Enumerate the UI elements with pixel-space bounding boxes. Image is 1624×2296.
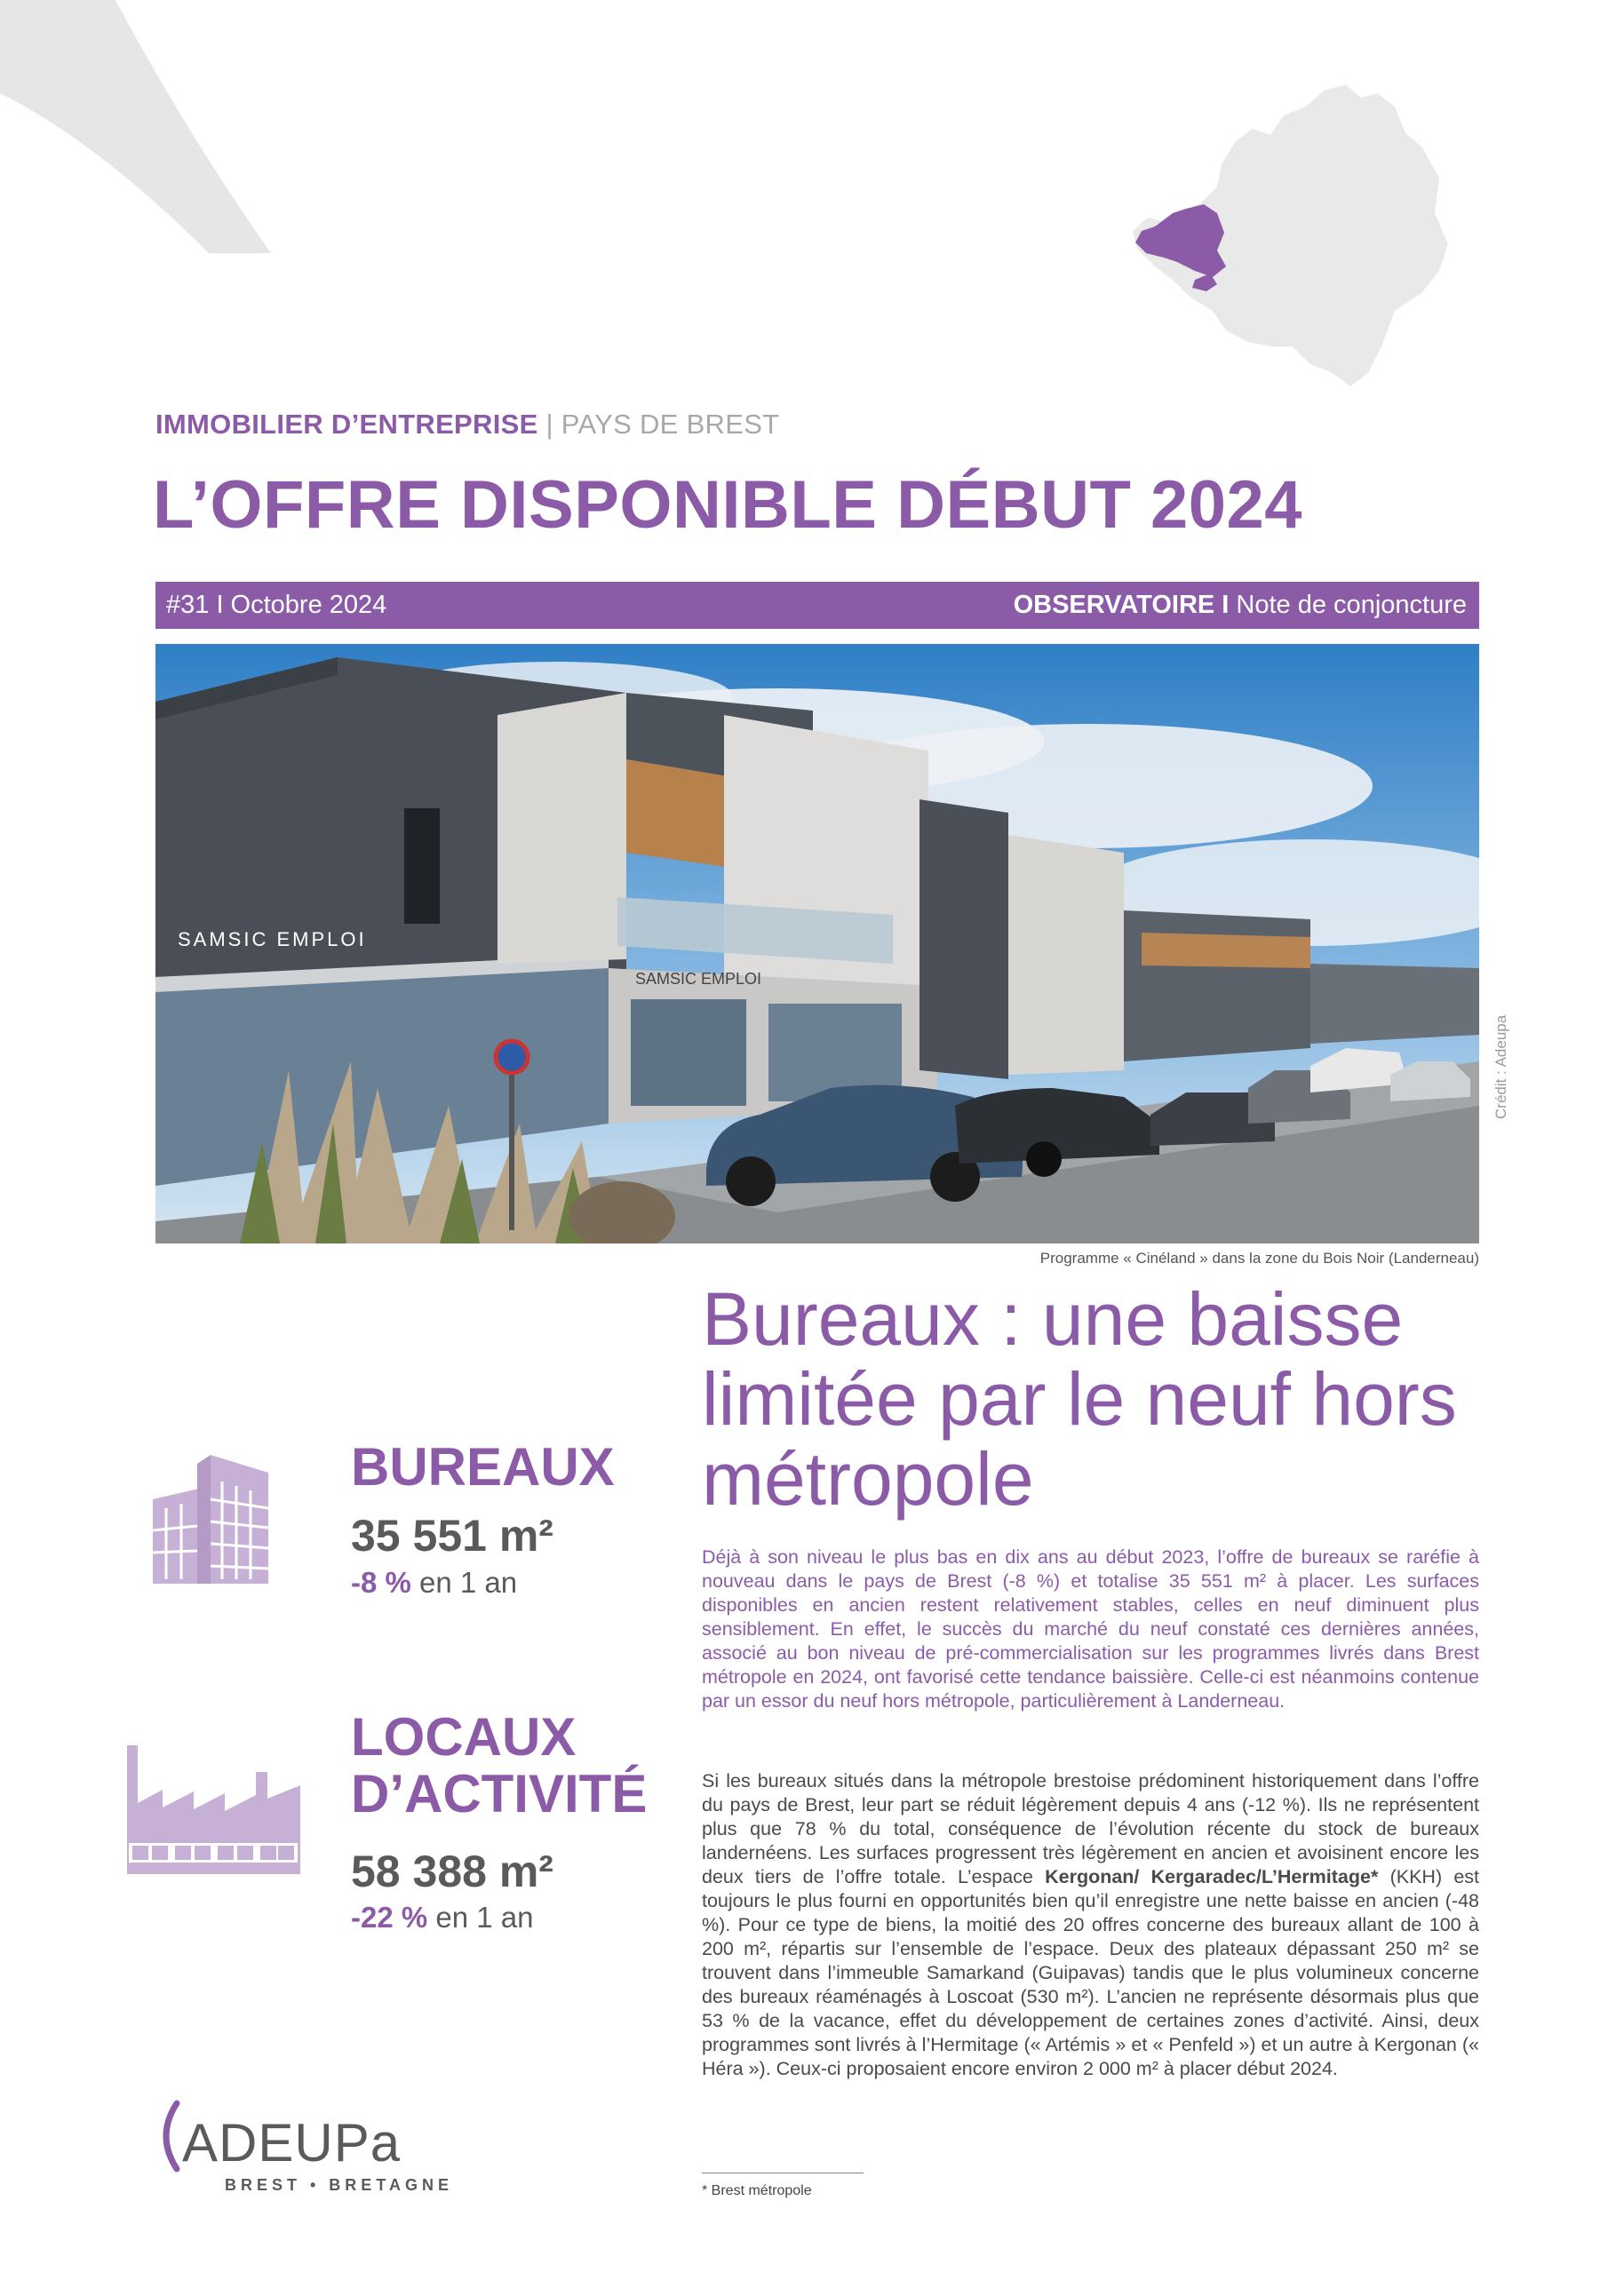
kpi-locaux-value: 58 388 m² [351,1847,553,1896]
issue-number: #31 I Octobre 2024 [166,591,387,619]
kpi-locaux-label-line2: D’ACTIVITÉ [351,1764,648,1823]
kicker-category: IMMOBILIER D’ENTREPRISE [155,409,538,440]
factory-icon [118,1745,309,1879]
kpi-bureaux-pct: -8 % [351,1566,411,1599]
kpi-bureaux-value: 35 551 m² [351,1511,553,1561]
footnote: * Brest métropole [702,2183,812,2198]
office-building-icon [144,1446,277,1588]
kpi-bureaux-period: en 1 an [410,1566,518,1599]
article-title: Bureaux : une baisse limitée par le neuf hors métropole [702,1277,1457,1521]
kpi-locaux-period: en 1 an [427,1901,534,1934]
article-body-part2: (KKH) est toujours le plus fourni en opportunités bien qu’il enregistre une nette baisse en ancien (-48 %). Pour ce type de biens, la moitié des 20 offres concerne des bureaux allant de 100 à 200 m², répartis sur l’ensemble de l’espace. Deux des plateaux dépassant 250 m² se trouvent dans l’immeuble Samarkand (Guipavas) tandis que le plus volumineux concerne des bureaux réaménagés à Loscoat (530 m²). L’ancien ne représente désormais plus que 53 % de la vacance, effet du développement de certaines zones d’activité. Ainsi, deux programmes sont livrés à l’Hermitage (« Artémis » et « Penfeld ») et un autre à Kergonan (« Héra »). Ceux-ci proposaient encore environ 2 000 m² à placer début 2024. [702,1866,1480,2079]
logo-subtitle: BREST • BRETAGNE [225,2176,453,2194]
kpi-locaux-label [351,1709,647,1823]
series-type: Note de conjoncture [1229,591,1467,619]
kicker-region: | PAYS DE BREST [537,409,780,440]
kpi-locaux-label-line1: LOCAUX [351,1707,577,1767]
page-title: L’OFFRE DISPONIBLE DÉBUT 2024 [153,467,1303,543]
section-kicker [155,409,779,441]
brittany-map-icon [1128,80,1466,453]
article-lead: Déjà à son niveau le plus bas en dix ans au début 2023, l’offre de bureaux se raréfie à nouveau dans le pays de Brest (-8 %) et totalise 35 551 m² à placer. Les surfaces disponibles en ancien restent relativement stables, celles en neuf diminuent plus sensiblement. En effet, le succès du marché du neuf constaté ces dernières années, associé au bon niveau de pré-commercialisation sur les programmes livrés dans Brest métropole en 2024, ont favorisé cette tendance baissière. Celle-ci est néanmoins contenue par un essor du neuf hors métropole, particulièrement à Landerneau. [702,1546,1479,1712]
article-body-bold: Kergonan/ Kergaradec/L’Hermitage* [1045,1866,1379,1887]
decorative-swoosh [0,0,284,258]
photo-sign-2: SAMSIC EMPLOI [635,970,762,988]
logo-name: ADEUPa [182,2113,402,2173]
kpi-bureaux-label: BUREAUX [351,1437,615,1497]
series-label [1014,591,1467,620]
issue-band [155,582,1479,629]
kpi-locaux-pct: -22 % [351,1901,428,1934]
kpi-locaux-change [351,1901,534,1935]
article-body [702,1769,1479,2081]
photo-caption: Programme « Cinéland » dans la zone du Bois Noir (Landerneau) [1039,1250,1479,1267]
kpi-bureaux-change [351,1566,517,1600]
article-body-part1: Si les bureaux situés dans la métropole brestoise prédominent historiquement dans l’offre du pays de Brest, leur part se réduit légèrement depuis 4 ans (-12 %). Ils ne représentent plus que 78 % du total, conséquence de l’évolution récente du stock de bureaux landernéens. Les surfaces progressent très légèrement en ancien et avoisinent encore les deux tiers de l’offre totale. L’espace [702,1770,1479,1887]
series-name: OBSERVATOIRE I [1013,591,1230,619]
building-photo [155,644,1479,1243]
photo-credit: Crédit : Adeupa [1493,1014,1509,1119]
photo-sign-1: SAMSIC EMPLOI [178,928,367,950]
